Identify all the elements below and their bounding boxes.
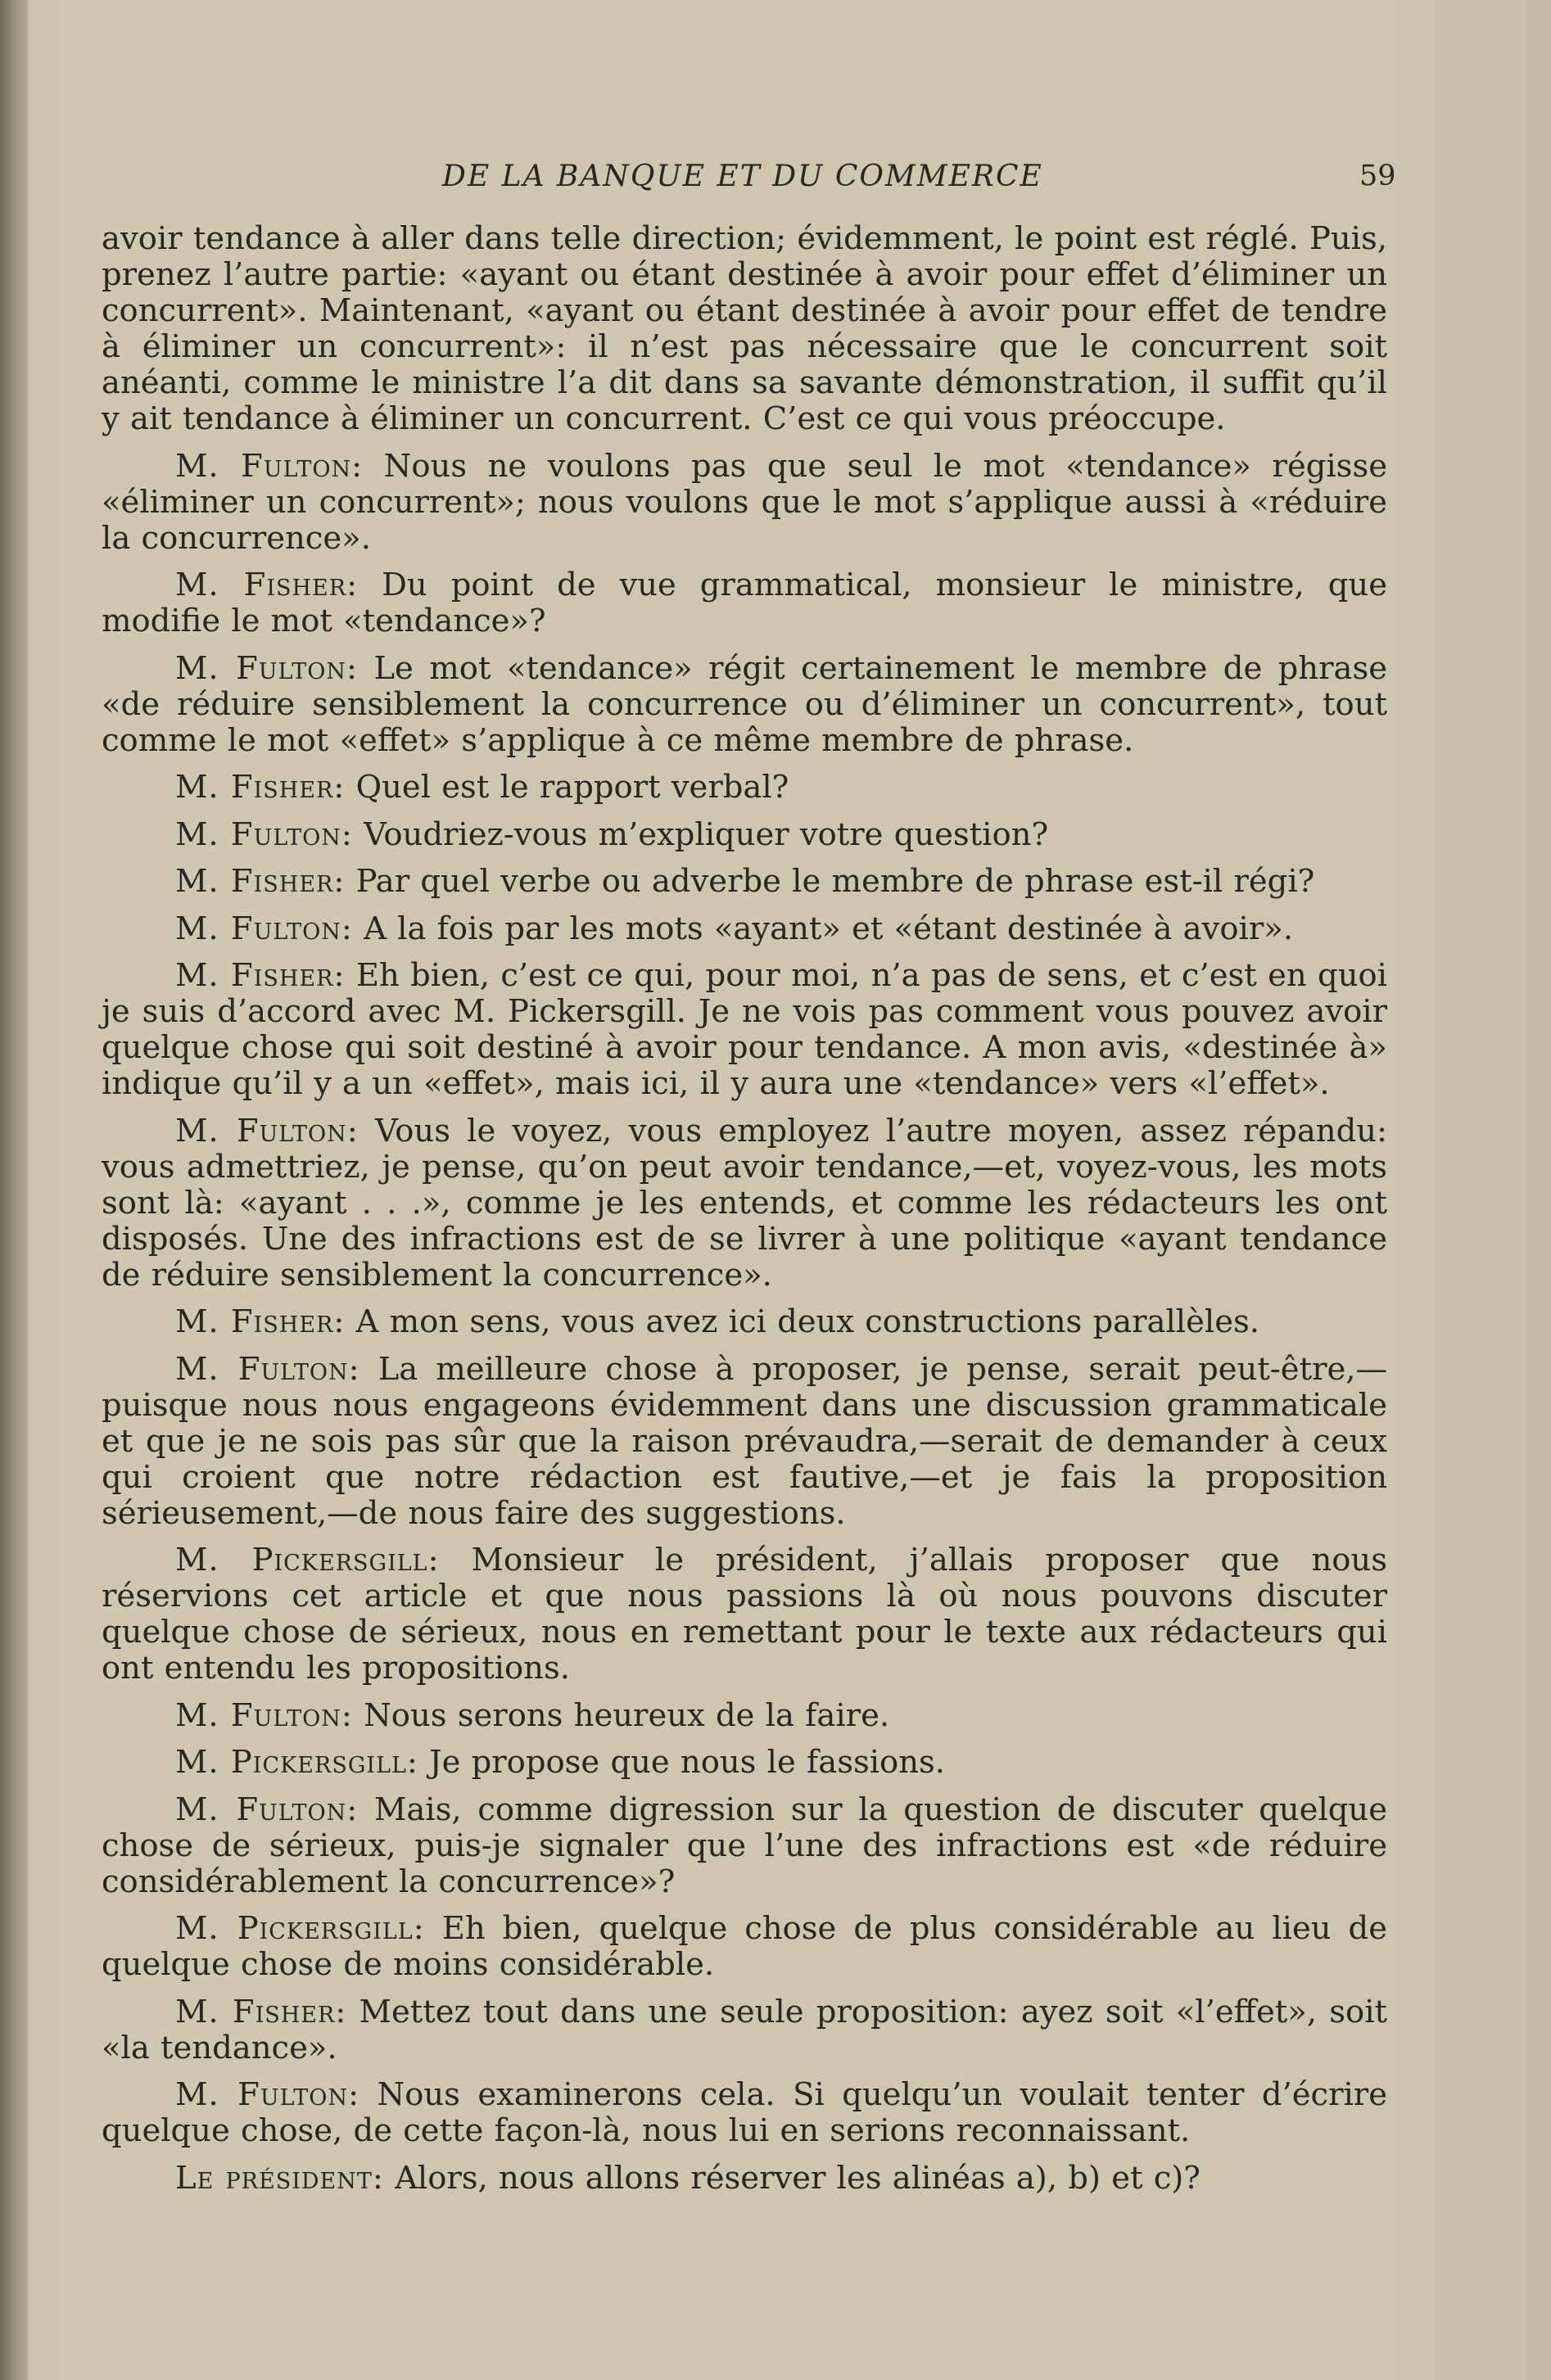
page-body bbox=[102, 221, 1387, 2207]
paragraph-text: Mais, comme digression sur la question de discuter quelque chose de sérieux, puis-je signaler que l’une des infractions est «de réduire considérablement la concurrence»? bbox=[102, 1791, 1387, 1900]
paragraph-text: A la fois par les mots «ayant» et «étant destinée à avoir». bbox=[364, 910, 1294, 947]
paragraph-text: Eh bien, quelque chose de plus considérable au lieu de quelque chose de moins considérable. bbox=[102, 1910, 1387, 1983]
paragraph-text: A mon sens, vous avez ici deux constructions parallèles. bbox=[355, 1303, 1259, 1340]
paragraph-text: Eh bien, c’est ce qui, pour moi, n’a pas de sens, et c’est en quoi je suis d’accord avec M. Pickersgill. Je ne vois pas comment vous pouvez avoir quelque chose qui soit destiné à avoir pour tendance. A mon avis, «destinée à» indique qu’il y a un «effet», mais ici, il y aura une «tendance» vers «l’effet». bbox=[102, 957, 1387, 1102]
speaker-name: M. Fulton: bbox=[175, 1112, 359, 1149]
speaker-name: M. Fisher: bbox=[175, 769, 346, 806]
paragraph-text: Alors, nous allons réserver les alinéas a), b) et c)? bbox=[395, 2159, 1201, 2197]
paragraph bbox=[102, 1113, 1387, 1294]
speaker-name: M. Fisher: bbox=[175, 1993, 347, 2030]
book-binding-edge bbox=[0, 0, 28, 2380]
paragraph-text: Le mot «tendance» régit certainement le membre de phrase «de réduire sensiblement la concurrence ou d’éliminer un concurrent», tout comme le mot «effet» s’applique à ce même membre de phrase. bbox=[102, 649, 1388, 759]
speaker-name: M. Fulton: bbox=[175, 1350, 360, 1388]
speaker-name: M. Fulton: bbox=[175, 1791, 359, 1828]
speaker-name: M. Fisher: bbox=[175, 957, 346, 994]
speaker-name: M. Fulton: bbox=[175, 1696, 353, 1734]
speaker-name: M. Pickersgill: bbox=[175, 1542, 440, 1578]
speaker-name: M. Fulton: bbox=[175, 2076, 360, 2113]
paragraph-text: Je propose que nous le fassions. bbox=[429, 1744, 946, 1781]
paragraph bbox=[102, 1792, 1387, 1900]
speaker-name: Le président: bbox=[175, 2159, 384, 2197]
paragraph-text: Monsieur le président, j’allais proposer que nous réservions cet article et que nous passions là où nous pouvons discuter quelque chose de sérieux, nous en remettant pour le texte aux rédacteurs qui ont entendu les propositions. bbox=[102, 1542, 1387, 1687]
paragraph bbox=[102, 1542, 1387, 1687]
paragraph-text: Nous ne voulons pas que seul le mot «tendance» régisse «éliminer un concurrent»; nous voulons que le mot s’applique aussi à «réduire la concurrence». bbox=[102, 447, 1387, 557]
paragraph-text: La meilleure chose à proposer, je pense, serait peut-être,—puisque nous nous engageons évidemment dans une discussion grammaticale et que je ne sois pas sûr que la raison prévaudra,—serait de demander à ceux qui croient que notre rédaction est fautive,—et je fais la proposition sérieusement,—de nous faire des suggestions. bbox=[102, 1350, 1387, 1532]
speaker-name: M. Pickersgill: bbox=[175, 1910, 425, 1947]
speaker-name: M. Pickersgill: bbox=[175, 1744, 418, 1781]
paragraph bbox=[102, 2161, 1387, 2197]
paragraph bbox=[102, 864, 1387, 900]
paragraph-text: Quel est le rapport verbal? bbox=[355, 769, 789, 806]
paragraph bbox=[102, 449, 1387, 557]
paragraph-text: Mettez tout dans une seule proposition: ayez soit «l’effet», soit «la tendance». bbox=[102, 1993, 1387, 2066]
speaker-name: M. Fisher: bbox=[175, 863, 346, 900]
paragraph bbox=[102, 651, 1387, 759]
paragraph bbox=[102, 770, 1387, 806]
paragraph bbox=[102, 567, 1387, 639]
paragraph bbox=[102, 958, 1387, 1102]
paragraph-text: Nous serons heureux de la faire. bbox=[364, 1696, 890, 1734]
paragraph bbox=[102, 1745, 1387, 1781]
paragraph-text: Voudriez-vous m’expliquer votre question? bbox=[364, 815, 1049, 853]
paragraph bbox=[102, 911, 1387, 947]
paragraph bbox=[102, 1911, 1387, 1983]
paragraph-text: Du point de vue grammatical, monsieur le ministre, que modifie le mot «tendance»? bbox=[102, 567, 1387, 639]
speaker-name: M. Fisher: bbox=[175, 1303, 346, 1340]
speaker-name: M. Fulton: bbox=[175, 910, 353, 947]
paragraph bbox=[102, 2077, 1387, 2149]
speaker-name: M. Fulton: bbox=[175, 815, 353, 853]
paragraph-text: Vous le voyez, vous employez l’autre moyen, assez répandu: vous admettriez, je pense, qu’on peut avoir tendance,—et, voyez-vous, les mots sont là: «ayant . . .», comme je les entends, et comme les rédacteurs les ont disposés. Une des infractions est de se livrer à une politique «ayant tendance de réduire sensiblement la concurrence». bbox=[102, 1112, 1387, 1294]
paragraph bbox=[102, 817, 1387, 853]
paragraph-text: Nous examinerons cela. Si quelqu’un voulait tenter d’écrire quelque chose, de cette façon-là, nous lui en serions reconnaissant. bbox=[102, 2076, 1387, 2149]
speaker-name: M. Fulton: bbox=[175, 649, 359, 687]
paragraph bbox=[102, 1698, 1387, 1734]
paragraph-text: avoir tendance à aller dans telle direction; évidemment, le point est réglé. Puis, prenez l’autre partie: «ayant ou étant destinée à avoir pour effet d’éliminer un concurrent». Maintenant, «ayant ou étant destinée à avoir pour effet de tendre à éliminer un concurrent»: il n’est pas nécessaire que le concurrent soit anéanti, comme le ministre l’a dit dans sa savante démonstration, il suffit qu’il y ait tendance à éliminer un concurrent. C’est ce qui vous préoccupe. bbox=[102, 220, 1387, 437]
paragraph bbox=[102, 221, 1387, 437]
page-number: 59 bbox=[1359, 160, 1396, 192]
speaker-name: M. Fulton: bbox=[175, 447, 364, 485]
paragraph bbox=[102, 1352, 1387, 1532]
paragraph bbox=[102, 1304, 1387, 1340]
paragraph bbox=[102, 1994, 1387, 2066]
speaker-name: M. Fisher: bbox=[175, 567, 359, 603]
paragraph-text: Par quel verbe ou adverbe le membre de phrase est-il régi? bbox=[355, 863, 1315, 900]
running-title: DE LA BANQUE ET DU COMMERCE bbox=[442, 160, 1043, 193]
